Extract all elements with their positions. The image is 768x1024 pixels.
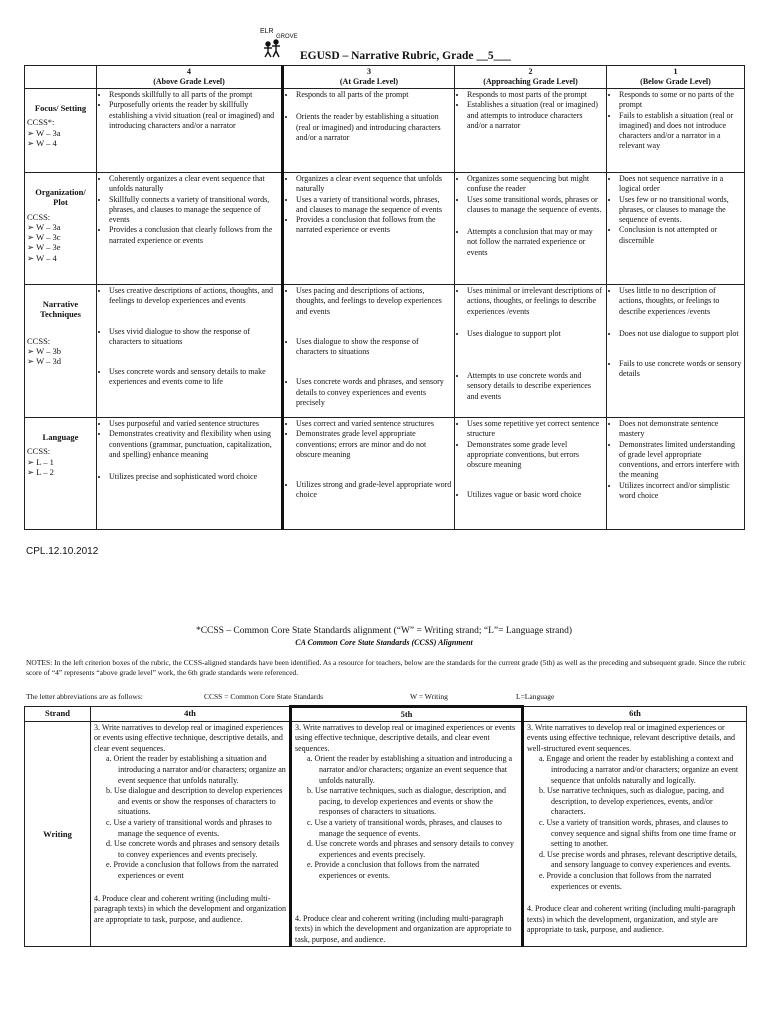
criterion-organization-plot: Organization/ Plot CCSS: ➢ W – 3a ➢ W – 3c ➢ W – 3e ➢ W – 4	[25, 173, 97, 285]
writing-strand-row	[25, 721, 747, 947]
criterion-language: Language CCSS: ➢ L – 1 ➢ L – 2	[25, 418, 97, 530]
cell-focus-1: • Responds to some or no parts of the prompt • Fails to establish a situation (real or imagined) and does not introduce characters and/or a narrator in a relevant way	[607, 89, 745, 173]
cell-organization-2: • Organizes some sequencing but might confuse the reader • Uses some transitional words, phrases or clauses to manage the sequence of events. • Attempts a conclusion that may or may not follow the narrated experience or events	[455, 173, 607, 285]
cell-language-2: • Uses some repetitive yet correct sentence structure • Demonstrates some grade level appropriate conventions, but errors obscure meaning • Utilizes vague or basic word choice	[455, 418, 607, 530]
grade-4-standards: 3. Write narratives to develop real or imagined experiences or events using effective technique, descriptive details, and clear event sequences. a. Orient the reader by establishing a situation and introducing a narrator and/or characters; organize an event sequence that unfolds naturally. b. Use dialogue and description to develop experiences and events or show the responses of characters to situations. c. Use a variety of transitional words and phrases to manage the sequence of events. d. Use concrete words and phrases and sensory details to convey experiences and events precisely. e. Provide a conclusion that follows from the narrated experiences or event 4. Produce clear and coherent writing (including multi-paragraph texts) in which the development and organization are appropriate to task, purpose, and audience.	[91, 721, 291, 947]
cell-organization-3: • Organizes a clear event sequence that unfolds naturally • Uses a variety of transitional words, phrases, and clauses to manage the sequence of events • Provides a conclusion that follows from the narrated experience or events	[283, 173, 455, 285]
grade-6-header: 6th	[523, 707, 747, 722]
strand-header: Strand	[25, 707, 91, 722]
cell-focus-2: • Responds to most parts of the prompt • Establishes a situation (real or imagined) and attempts to introduce characters and/or a narrator	[455, 89, 607, 173]
rubric-row-focus-setting	[25, 89, 745, 173]
grade-5-header: 5th	[291, 707, 523, 722]
grade-6-standards: 3. Write narratives to develop real or imagined experiences or events using effective technique, relevant descriptive details, and well-structured event sequences. a. Engage and orient the reader by establishing a context and introducing a narrator and/or characters; organize an event sequence that unfolds naturally and logically. b. Use narrative techniques, such as dialogue, pacing, and description, to develop experiences, events, and/or characters. c. Use a variety of transition words, phrases, and clauses to convey sequence and signal shifts from one time frame or setting to another. d. Use precise words and phrases, relevant descriptive details, and sensory language to convey experiences and events. e. Provide a conclusion that follows from the narrated experiences or events. 4. Produce clear and coherent writing (including multi-paragraph texts) in which the development, organization, and style are appropriate to task, purpose, and audience.	[523, 721, 747, 947]
cell-narrative-3: • Uses pacing and descriptions of actions, thoughts, and feelings to develop experiences and events • Uses dialogue to show the response of characters to situations • Uses concrete words and phrases, and sensory details to convey experiences and events precisely	[283, 285, 455, 418]
cell-language-1: • Does not demonstrate sentence mastery • Demonstrates limited understanding of grade level appropriate conventions, and errors interfere with the meaning • Utilizes incorrect and/or simplistic word choice	[607, 418, 745, 530]
cell-narrative-4: • Uses creative descriptions of actions, thoughts, and feelings to develop experiences and events • Uses vivid dialogue to show the response of characters to situations • Uses concrete words and sensory details to make experiences and events come to life	[97, 285, 283, 418]
rubric-corner-cell	[25, 66, 97, 89]
score-3-header: 3 (At Grade Level)	[283, 66, 455, 89]
rubric-row-narrative-techniques	[25, 285, 745, 418]
abbr-ccss: CCSS = Common Core State Standards	[204, 692, 324, 701]
document-code: CPL.12.10.2012	[26, 546, 99, 557]
standards-table	[24, 705, 747, 947]
cell-narrative-2: • Uses minimal or irrelevant descriptions of actions, thoughts, or feelings to describe experiences /events • Uses dialogue to support plot • Attempts to use concrete words and sensory details to describe experiences and events	[455, 285, 607, 418]
cell-language-3: • Uses correct and varied sentence structures • Demonstrates grade level appropriate conventions; errors are minor and do not obscure meaning • Utilizes strong and grade-level appropriate word choice	[283, 418, 455, 530]
logo-text-top: ELR	[260, 28, 274, 35]
cell-language-4: • Uses purposeful and varied sentence structures • Demonstrates creativity and flexibility when using conventions (grammar, punctuation, capitalization, and spelling) enhance meaning • Utilizes precise and sophisticated word choice	[97, 418, 283, 530]
score-1-header: 1 (Below Grade Level)	[607, 66, 745, 89]
strand-writing: Writing	[25, 721, 91, 947]
grade-4-header: 4th	[91, 707, 291, 722]
score-2-header: 2 (Approaching Grade Level)	[455, 66, 607, 89]
cell-focus-4: • Responds skillfully to all parts of the prompt • Purposefully orients the reader by skillfully establishing a vivid situation (real or imagined) and introducing characters and/or a narrator	[97, 89, 283, 173]
cell-organization-1: • Does not sequence narrative in a logical order • Uses few or no transitional words, phrases, or clauses to manage the sequence of events. • Conclusion is not attempted or discernible	[607, 173, 745, 285]
page-title: EGUSD – Narrative Rubric, Grade __5___	[300, 50, 511, 62]
notes-paragraph: NOTES: In the left criterion boxes of the rubric, the CCSS-aligned standards have been identified. As a resource for teachers, below are the standards for the current grade (5th) as well as the preceding and subsequent grade. Since the rubric score of “4” represents “above grade level” work, the 6th grade standards were referenced.	[26, 658, 746, 677]
logo-text-right: GROVE	[276, 34, 298, 40]
criterion-focus-setting: Focus/ Setting CCSS*: ➢ W – 3a ➢ W – 4	[25, 89, 97, 173]
cell-organization-4: • Coherently organizes a clear event sequence that unfolds naturally • Skillfully connects a variety of transitional words, phrases, and clauses to manage the sequence of events • Provides a conclusion that clearly follows from the narrated experience or events	[97, 173, 283, 285]
criterion-narrative-techniques: Narrative Techniques CCSS: ➢ W – 3b ➢ W – 3d	[25, 285, 97, 418]
cell-focus-3: • Responds to all parts of the prompt • Orients the reader by establishing a situation (real or imagined) and introducing characters and/or a narrator	[283, 89, 455, 173]
abbr-language: L=Language	[516, 692, 555, 701]
abbr-writing: W = Writing	[410, 692, 448, 701]
grove-logo	[256, 30, 296, 58]
criterion-name: Focus/ Setting	[34, 103, 87, 113]
narrative-rubric-table	[24, 65, 745, 530]
grade-5-standards: 3. Write narratives to develop real or imagined experiences or events using effective technique, descriptive details, and clear event sequences. a. Orient the reader by establishing a situation and introducing a narrator and/or characters; organize an event sequence that unfolds naturally. b. Use narrative techniques, such as dialogue, description, and pacing, to develop experiences and events or show the responses of characters to situations. c. Use a variety of transitional words, phrases, and clauses to manage the sequence of events. d. Use concrete words and phrases and sensory details to convey experiences and events precisely. e. Provide a conclusion that follows from the narrated experiences or events. 4. Produce clear and coherent writing (including multi-paragraph texts) in which the development and organization are appropriate to task, purpose, and audience.	[291, 721, 523, 947]
rubric-row-organization-plot	[25, 173, 745, 285]
cell-narrative-1: • Uses little to no description of actions, thoughts, or feelings to describe experiences /events • Does not use dialogue to support plot • Fails to use concrete words or sensory details	[607, 285, 745, 418]
ccss-alignment-heading: CA Common Core State Standards (CCSS) Alignment	[295, 638, 473, 647]
rubric-header-row	[25, 66, 745, 89]
score-4-header: 4 (Above Grade Level)	[97, 66, 283, 89]
standards-header-row	[25, 707, 747, 722]
rubric-row-language	[25, 418, 745, 530]
ccss-footnote: *CCSS – Common Core State Standards alignment (“W” = Writing strand; “L”= Language strand)	[195, 626, 573, 636]
abbr-intro: The letter abbreviations are as follows:	[26, 692, 143, 701]
